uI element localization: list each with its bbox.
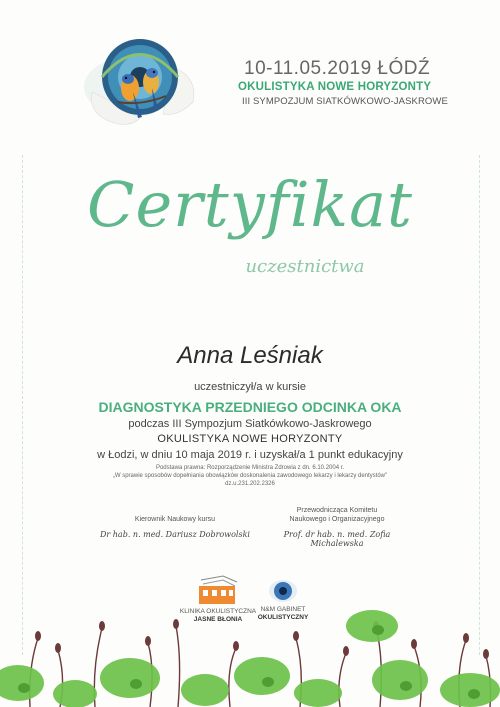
eye-birds-logo	[78, 22, 208, 137]
event-date: 10-11.05.2019 ŁÓDŹ	[244, 58, 431, 79]
symposium-text: podczas III Sympozjum Siatkówkowo-Jaskrowego	[128, 418, 372, 430]
clinic-caption: JASNE BŁONIA	[193, 616, 243, 623]
gabinet-caption-small: N&M GABINET	[260, 606, 306, 613]
clinic-caption-small: KLINIKA OKULISTYCZNA	[179, 608, 257, 615]
signature-right	[262, 506, 412, 548]
signature-left	[100, 515, 250, 539]
signature-name: Dr hab. n. med. Dariusz Dobrowolski	[100, 530, 250, 539]
certificate-subtitle: uczestnictwa	[245, 256, 365, 277]
date-points-text: w Łodzi, w dniu 10 maja 2019 r. i uzyskał/a 1 punkt edukacyjny	[97, 449, 403, 461]
signature-name: Prof. dr hab. n. med. Zofia Michalewska	[283, 530, 391, 548]
signature-role: Kierownik Naukowy kursu	[134, 516, 216, 523]
course-name: DIAGNOSTYKA PRZEDNIEGO ODCINKA OKA	[98, 399, 402, 415]
event-subtitle: III SYMPOZJUM SIATKÓWKOWO-JASKROWE	[242, 96, 448, 107]
participation-text: uczestniczył/a w kursie	[194, 381, 306, 393]
participant-name: Anna Leśniak	[177, 342, 323, 369]
signature-role: Przewodnicząca Komitetu Naukowego i Organizacyjnego	[289, 507, 385, 523]
certificate-title: Certyfikat	[87, 168, 413, 241]
legal-basis-line2: „W sprawie sposobów dopełniania obowiązków doskonalenia zawodowego lekarzy i lekarzy dentystów"	[112, 473, 388, 479]
legal-basis-line1: Podstawa prawna: Rozporządzenie Ministra Zdrowia z dn. 6.10.2004 r.	[155, 465, 345, 471]
conference-name: OKULISTYKA NOWE HORYZONTY	[157, 433, 343, 445]
legal-basis	[0, 464, 500, 488]
legal-basis-line3: dz.u.231.202.2326	[225, 481, 275, 487]
event-name: OKULISTYKA NOWE HORYZONTY	[238, 81, 432, 93]
gabinet-caption: OKULISTYCZNY	[257, 614, 309, 621]
poppy-border-decoration	[0, 598, 500, 707]
